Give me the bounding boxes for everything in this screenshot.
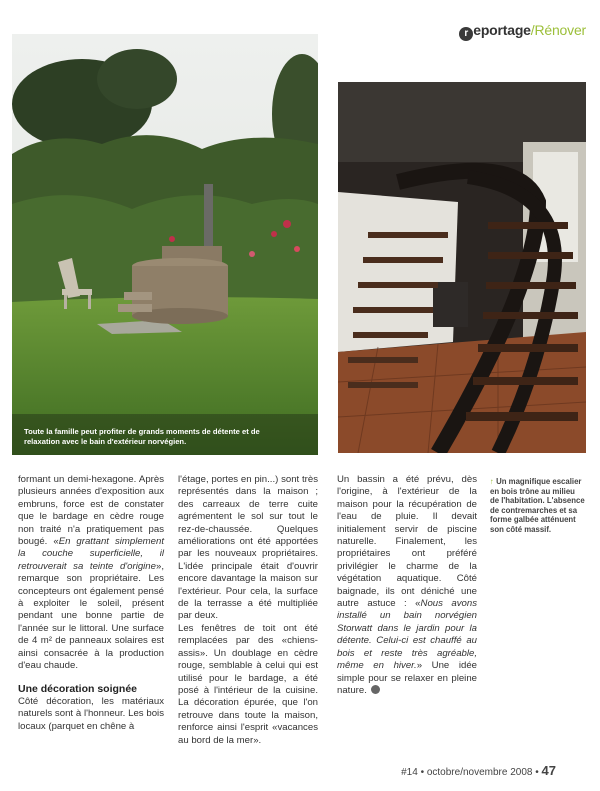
section-header — [459, 22, 586, 41]
text-column-2 — [178, 474, 318, 747]
text-column-3 — [337, 474, 477, 697]
arrow-up-icon: ↑ — [490, 477, 494, 486]
section-name: eportage — [473, 22, 531, 38]
text-run: formant un demi-hexagone. Après plusieurs années d'exposition aux embruns, force est de constater que le bardage en cèdre rouge non traité n'a pratiquement pas bougé. « — [18, 474, 164, 548]
paragraph — [337, 474, 477, 697]
caption-text: Un magnifique escalier en bois trône au milieu de l'habitation. L'absence de contremarches et sa forme galbée atténuent son côté massif. — [490, 477, 585, 534]
page-number: 47 — [541, 763, 556, 778]
issue-number: #14 — [401, 767, 418, 778]
garden-photo-caption: Toute la famille peut profiter de grands moments de détente et de relaxation avec le bain d'extérieur norvégien. — [24, 427, 260, 446]
paragraph — [18, 474, 164, 673]
text-column-1 — [18, 474, 164, 733]
garden-photo — [12, 34, 318, 455]
paragraph: Côté décoration, les matériaux naturels sont à l'honneur. Les bois locaux (parquet en chêne à — [18, 695, 164, 732]
section-separator: / — [530, 22, 535, 38]
staircase-photo — [338, 82, 586, 453]
paragraph: Les fenêtres de toit ont été remplacées par des «chiens-assis». Un doublage en cèdre rouge, semblable à celui qui est utilisé pour le bardage, a été posé à l'intérieur de la cuisine. La décoration épurée, que l'on retrouve dans toute la maison, renforce ainsi l'esprit «vacances au bord de la mer». — [178, 622, 318, 746]
subsection-name: Rénover — [534, 22, 586, 38]
quote-text: En grattant simplement la couche superficielle, il retrouverait sa teinte d'origine — [18, 536, 164, 572]
text-run: Un bassin a été prévu, dès l'origine, à l'extérieur de la maison pour la récupération de l'eau de pluie. Il devait initialement servir de piscine naturelle. Finalement, les propriétaires ont préféré privilégier le charme de la végétation aquatique. Côté baignade, ils ont déniché une autre astuce : « — [337, 474, 477, 610]
staircase-photo-caption — [490, 477, 586, 535]
page-footer — [401, 763, 556, 778]
issue-date: • octobre/novembre 2008 • — [420, 767, 539, 778]
subheading: Une décoration soignée — [18, 682, 138, 695]
text-run: », remarque son propriétaire. Les concepteurs ont également pensé à exploiter le soleil, présent pendant une bonne partie de l'année sur le littoral. Une surface de 4 m² de panneaux solaires est ainsi consacrée à la production d'eau chaude. — [18, 560, 164, 672]
quote-text: Nous avons installé un bain norvégien Storwatt dans le jardin pour la détente. Celui-ci est chauffé au bois et reste très agréable, même en hiver. — [337, 598, 477, 672]
text-run: » Une idée simple pour se relaxer en pleine nature. — [337, 660, 478, 696]
reportage-logo-icon: r — [459, 27, 473, 41]
paragraph: l'étage, portes en pin...) sont très représentés dans la maison ; des carreaux de terre cuite agrémentent le sol sur tout le rez-de-chaussée. Quelques améliorations ont été apportées par les nouveaux propriétaires. L'idée principale était d'ouvrir encore davantage la maison sur l'extérieur. Pour cela, la surface de la terrasse a été multipliée par deux. — [178, 474, 318, 622]
article-end-icon — [371, 685, 380, 694]
